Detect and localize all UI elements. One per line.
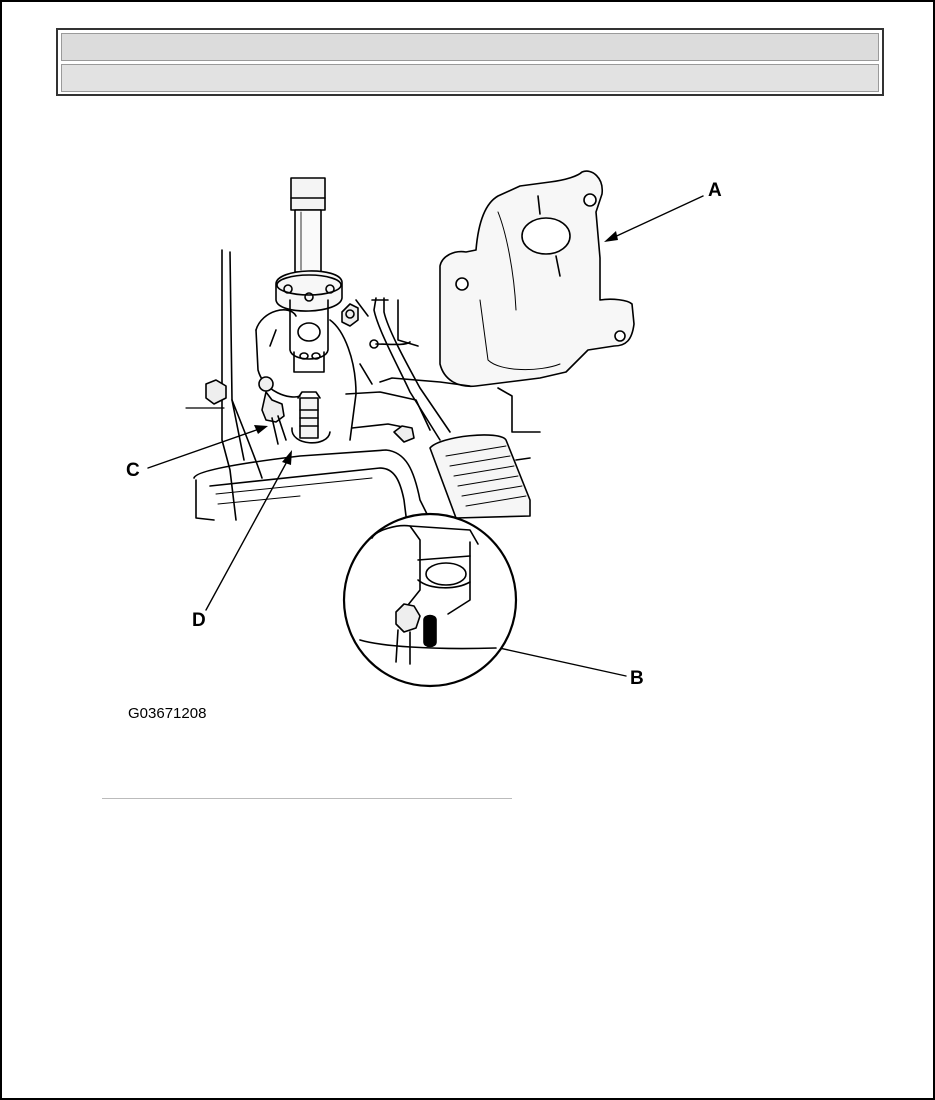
pinch-bolt-c — [259, 377, 286, 444]
footer-divider — [102, 798, 512, 799]
callout-label-d: D — [192, 610, 206, 631]
floor-cover — [194, 450, 428, 520]
center-structure — [346, 364, 430, 442]
figure-id: G03671208 — [128, 705, 207, 722]
steering-joint-cover — [440, 171, 634, 386]
accelerator-pedal — [430, 435, 530, 518]
intermediate-shaft — [292, 392, 330, 443]
body-panel-left — [186, 250, 262, 520]
callout-label-b: B — [630, 668, 644, 689]
callout-label-a: A — [708, 180, 722, 201]
upper-bolt — [342, 304, 358, 326]
callout-label-c: C — [126, 460, 140, 481]
steering-column-shaft — [291, 178, 325, 272]
brake-line — [370, 298, 450, 440]
detail-inset — [344, 514, 516, 686]
